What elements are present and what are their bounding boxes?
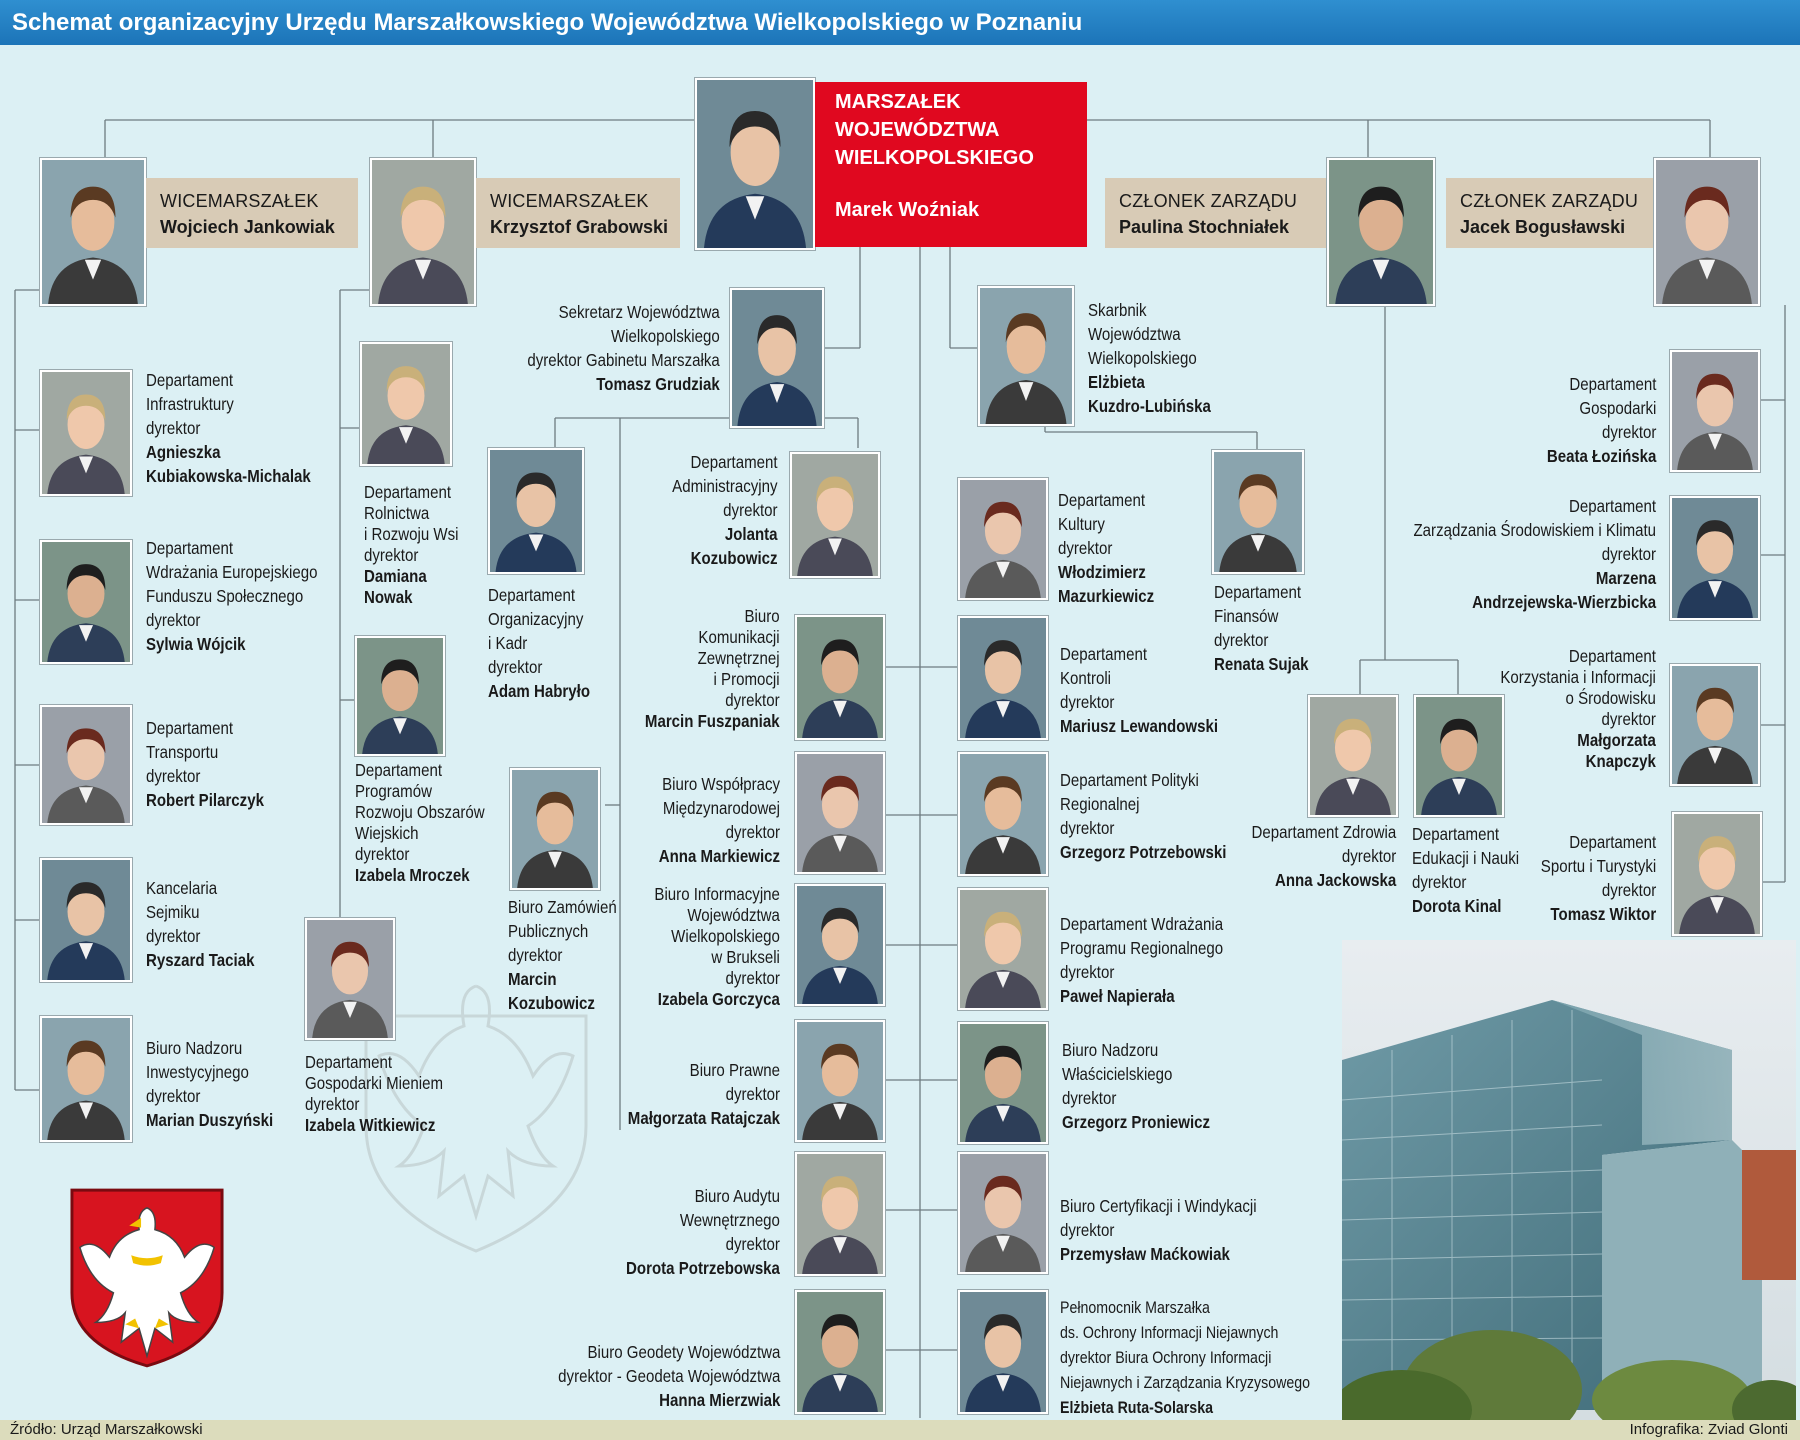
person-name: Kuzdro-Lubińska [1088, 396, 1211, 416]
person-name: Anna Jackowska [1274, 870, 1396, 890]
unit-label-audyt [626, 1184, 780, 1280]
unit-line: o Środowisku [1565, 688, 1656, 708]
source-note: Źródło: Urząd Marszałkowski [10, 1421, 203, 1438]
photo-mariusz-lewandowski [958, 616, 1048, 740]
unit-line: dyrektor [355, 844, 410, 864]
portrait-icon [792, 454, 878, 576]
role-title: WICEMARSZAŁEK [160, 191, 319, 211]
unit-line: dyrektor [1601, 709, 1656, 729]
unit-line: dyrektor Biura Ochrony Informacji [1060, 1349, 1272, 1367]
portrait-icon [42, 1018, 130, 1140]
role-box-jankowiak [146, 178, 358, 248]
person-name: Paweł Napierała [1060, 986, 1175, 1006]
unit-label-pelnomocnik [1060, 1296, 1310, 1421]
unit-line: Departament [146, 538, 234, 558]
unit-label-sport [1541, 830, 1656, 926]
unit-line: Wielkopolskiego [611, 326, 720, 346]
unit-line: dyrektor [146, 610, 201, 630]
unit-line: Biuro Prawne [689, 1060, 780, 1080]
person-name: Marcin [508, 969, 557, 989]
person-name: Marian Duszyński [146, 1110, 274, 1130]
photo-malgorzata-knapczyk [1670, 664, 1760, 786]
unit-line: dyrektor [508, 945, 563, 965]
portrait-icon [797, 1292, 883, 1412]
unit-label-gospodarka [1546, 372, 1656, 468]
portrait-icon [357, 638, 443, 754]
person-name: Jolanta [725, 524, 778, 544]
photo-izabela-mroczek [355, 636, 445, 756]
unit-label-informacja-o-srodowisku [1500, 646, 1656, 772]
unit-label-wspolpraca [659, 772, 780, 868]
photo-adam-habrylo [488, 448, 584, 574]
unit-line: dyrektor [725, 822, 780, 842]
unit-line: Kultury [1058, 514, 1105, 534]
unit-line: Skarbnik [1088, 300, 1147, 320]
unit-label-gospodarka-mieniem [305, 1052, 443, 1136]
photo-marzena-andrzejewska-wierzbicka [1670, 496, 1760, 620]
unit-line: Programu Regionalnego [1060, 938, 1224, 958]
unit-line: dyrektor [723, 500, 778, 520]
unit-line: Rolnictwa [364, 503, 430, 523]
unit-line: Departament [364, 482, 452, 502]
photo-grzegorz-proniewicz [958, 1022, 1048, 1144]
building-photo [1342, 940, 1796, 1420]
photo-wlodzimierz-mazurkiewicz [958, 478, 1048, 600]
person-name: Dorota Kinal [1412, 896, 1502, 916]
unit-line: dyrektor [1341, 846, 1396, 866]
person-name: Jacek Bogusławski [1460, 217, 1626, 237]
portrait-icon [960, 618, 1046, 738]
portrait-icon [1310, 697, 1396, 815]
unit-label-kultura [1058, 488, 1154, 608]
person-name: Agnieszka [146, 442, 221, 462]
unit-line: dyrektor - Geodeta Województwa [557, 1366, 780, 1386]
unit-line: Pełnomocnik Marszałka [1060, 1299, 1210, 1317]
unit-label-geodeta [558, 1340, 780, 1412]
photo-hanna-mierzwiak [795, 1290, 885, 1414]
photo-jolanta-kozubowicz [790, 452, 880, 578]
portrait-icon [980, 288, 1072, 424]
unit-line: dyrektor [725, 968, 780, 988]
unit-line: dyrektor [1412, 872, 1467, 892]
unit-label-nadzor-inwestycyjny [146, 1036, 273, 1132]
photo-damiana-nowak [360, 342, 452, 466]
person-name: Dorota Potrzebowska [626, 1258, 780, 1278]
unit-line: dyrektor [146, 418, 201, 438]
person-name: Kozubowicz [508, 993, 595, 1013]
role-title: CZŁONEK ZARZĄDU [1460, 191, 1639, 211]
portrait-icon [1416, 697, 1502, 815]
photo-izabela-witkiewicz [305, 918, 395, 1040]
unit-line: Biuro Certyfikacji i Windykacji [1060, 1196, 1257, 1216]
person-name: Tomasz Grudziak [596, 374, 720, 394]
role-box-stochnialek [1105, 178, 1327, 248]
unit-line: Biuro Geodety Województwa [587, 1342, 780, 1362]
unit-line: dyrektor [1601, 880, 1656, 900]
person-name: Marzena [1595, 568, 1656, 588]
portrait-icon [960, 1154, 1046, 1272]
unit-line: dyrektor [1601, 422, 1656, 442]
portrait-icon [42, 160, 144, 304]
person-name: Beata Łozińska [1546, 446, 1656, 466]
unit-line: dyrektor [488, 657, 543, 677]
page-title: Schemat organizacyjny Urzędu Marszałkowskiego Województwa Wielkopolskiego w Poznaniu [0, 0, 1800, 45]
role-title: CZŁONEK ZARZĄDU [1119, 191, 1298, 211]
unit-line: Biuro Informacyjne [654, 884, 780, 904]
unit-line: i Rozwoju Wsi [364, 524, 459, 544]
unit-label-sejmik [146, 876, 254, 972]
portrait-icon [797, 617, 883, 738]
unit-label-nadzor-wlascicielski [1062, 1038, 1210, 1134]
photo-krzysztof-grabowski [370, 158, 476, 306]
person-name: Kubiakowska-Michalak [146, 466, 311, 486]
unit-label-prawne [628, 1058, 780, 1130]
photo-tomasz-grudziak [730, 288, 824, 428]
credit-note: Infografika: Zviad Glonti [1629, 1421, 1788, 1438]
portrait-icon [1672, 498, 1758, 618]
unit-line: Departament [1568, 374, 1656, 394]
unit-label-rolnictwo [364, 482, 459, 608]
portrait-icon [1674, 814, 1760, 934]
unit-label-infrastruktura [146, 368, 311, 488]
unit-label-kontrola [1060, 642, 1218, 738]
photo-anna-markiewicz [795, 752, 885, 874]
unit-line: Departament Polityki [1060, 770, 1199, 790]
person-name: Elżbieta Ruta-Solarska [1060, 1399, 1213, 1417]
unit-line: Edukacji i Nauki [1412, 848, 1520, 868]
wielkopolska-coat-of-arms-icon [68, 1186, 226, 1368]
unit-line: dyrektor [146, 926, 201, 946]
person-name: Anna Markiewicz [658, 846, 780, 866]
person-name: Elżbieta [1088, 372, 1145, 392]
person-name: Małgorzata Ratajczak [627, 1108, 780, 1128]
photo-renata-sujak [1212, 450, 1304, 574]
photo-agnieszka-kubiakowska-michalak [40, 370, 132, 496]
unit-line: Kancelaria [146, 878, 218, 898]
marshal-name: Marek Woźniak [835, 199, 980, 221]
unit-line: i Promocji [713, 669, 780, 689]
marshal-title-line: WIELKOPOLSKIEGO [835, 147, 1034, 169]
person-name: Kozubowicz [691, 548, 778, 568]
unit-line: Departament [146, 718, 234, 738]
unit-line: Gospodarki Mieniem [305, 1073, 444, 1093]
person-name: Izabela Mroczek [355, 865, 470, 885]
role-box-grabowski [476, 178, 680, 248]
photo-elzbieta-kuzdro-lubinska [978, 286, 1074, 426]
unit-line: Departament [1412, 824, 1500, 844]
photo-robert-pilarczyk [40, 705, 132, 825]
photo-dorota-potrzebowska [795, 1152, 885, 1276]
photo-elzbieta-ruta-solarska [958, 1290, 1048, 1414]
unit-line: Departament [488, 585, 576, 605]
photo-pawel-napierala [958, 888, 1048, 1010]
person-name: Mariusz Lewandowski [1060, 716, 1219, 736]
portrait-icon [42, 542, 130, 662]
unit-label-obszary-wiejskie [355, 760, 485, 886]
unit-line: w Brukseli [711, 947, 780, 967]
portrait-icon [732, 290, 822, 426]
unit-line: Inwestycyjnego [146, 1062, 249, 1082]
unit-line: Biuro Nadzoru [1062, 1040, 1159, 1060]
person-name: Renata Sujak [1214, 654, 1309, 674]
person-name: Knapczyk [1585, 751, 1656, 771]
person-name: Grzegorz Potrzebowski [1060, 842, 1227, 862]
unit-line: Administracyjny [672, 476, 778, 496]
portrait-icon [372, 160, 474, 304]
portrait-icon [512, 770, 598, 888]
person-name: Izabela Gorczyca [657, 989, 780, 1009]
person-name: Grzegorz Proniewicz [1062, 1112, 1211, 1132]
photo-beata-lozinska [1670, 350, 1760, 472]
unit-line: Funduszu Społecznego [146, 586, 304, 606]
unit-label-bruksela [655, 884, 780, 1010]
photo-marcin-fuszpaniak [795, 615, 885, 740]
unit-line: Niejawnych i Zarządzania Kryzysowego [1060, 1374, 1311, 1392]
unit-line: Organizacyjny [488, 609, 584, 629]
photo-marian-duszynski [40, 1016, 132, 1142]
person-name: Włodzimierz [1058, 562, 1146, 582]
unit-line: Korzystania i Informacji [1500, 667, 1656, 687]
person-name: Izabela Witkiewicz [305, 1115, 436, 1135]
unit-line: Biuro [744, 606, 780, 626]
unit-line: Departament [690, 452, 778, 472]
portrait-icon [1214, 452, 1302, 572]
unit-line: Zarządzania Środowiskiem i Klimatu [1413, 520, 1656, 540]
unit-line: Wdrażania Europejskiego [146, 562, 318, 582]
unit-label-wdrazanie [1060, 912, 1223, 1008]
unit-line: Wielkopolskiego [1088, 348, 1197, 368]
unit-line: Sekretarz Województwa [558, 302, 720, 322]
unit-line: Zewnętrznej [698, 648, 780, 668]
portrait-icon [960, 1292, 1046, 1412]
person-name: Wojciech Jankowiak [160, 217, 335, 237]
unit-line: Departament [355, 760, 443, 780]
unit-line: dyrektor [725, 1084, 780, 1104]
marshal-title-line: MARSZAŁEK [835, 91, 961, 113]
person-name: Marcin Fuszpaniak [645, 711, 780, 731]
photo-sylwia-wojcik [40, 540, 132, 664]
person-name: Ryszard Taciak [146, 950, 255, 970]
unit-line: Sportu i Turystyki [1540, 856, 1656, 876]
portrait-icon [960, 1024, 1046, 1142]
unit-line: Departament Wdrażania [1060, 914, 1224, 934]
photo-tomasz-wiktor [1672, 812, 1762, 936]
unit-label-zamowienia [508, 895, 617, 1015]
unit-line: Województwa [1088, 324, 1181, 344]
unit-line: Kontroli [1060, 668, 1112, 688]
portrait-icon [960, 890, 1046, 1008]
photo-paulina-stochnialek [1327, 158, 1435, 306]
unit-line: Departament [146, 370, 234, 390]
portrait-icon [42, 860, 130, 980]
unit-line: Programów [355, 781, 432, 801]
portrait-icon [1656, 160, 1758, 304]
photo-wojciech-jankowiak [40, 158, 146, 306]
unit-line: Departament [1568, 832, 1656, 852]
photo-dorota-kinal [1414, 695, 1504, 817]
portrait-icon [797, 1022, 883, 1140]
photo-anna-jackowska [1308, 695, 1398, 817]
unit-label-srodowisko [1413, 494, 1656, 614]
unit-line: dyrektor [1060, 1220, 1115, 1240]
unit-line: Departament [1058, 490, 1146, 510]
unit-line: dyrektor [1601, 544, 1656, 564]
unit-label-grudziak [528, 300, 720, 396]
unit-line: Komunikacji [698, 627, 780, 647]
unit-line: Biuro Współpracy [662, 774, 780, 794]
unit-line: dyrektor [1060, 692, 1115, 712]
unit-line: Sejmiku [146, 902, 200, 922]
photo-jacek-boguslawski [1654, 158, 1760, 306]
unit-label-skarbnik [1088, 298, 1211, 418]
unit-label-kadry [488, 583, 590, 703]
unit-line: Departament [1060, 644, 1148, 664]
unit-line: dyrektor [305, 1094, 360, 1114]
person-name: Damiana [364, 566, 427, 586]
photo-marek-wozniak [695, 78, 815, 250]
unit-line: dyrektor [1214, 630, 1269, 650]
unit-line: dyrektor [1062, 1088, 1117, 1108]
person-name: Andrzejewska-Wierzbicka [1472, 592, 1656, 612]
unit-line: Wielkopolskiego [671, 926, 780, 946]
unit-line: dyrektor [1058, 538, 1113, 558]
role-box-boguslawski [1446, 178, 1654, 248]
portrait-icon [490, 450, 582, 572]
unit-label-certyfikacja [1060, 1194, 1257, 1266]
photo-izabela-gorczyca [795, 884, 885, 1006]
portrait-icon [697, 80, 813, 248]
unit-line: Regionalnej [1060, 794, 1140, 814]
unit-line: Wewnętrznego [679, 1210, 780, 1230]
unit-line: dyrektor [146, 766, 201, 786]
unit-label-administracja [673, 450, 778, 570]
person-name: Krzysztof Grabowski [490, 217, 669, 237]
unit-line: Właścicielskiego [1062, 1064, 1173, 1084]
unit-line: dyrektor [725, 690, 780, 710]
person-name: Tomasz Wiktor [1550, 904, 1656, 924]
footer [0, 1420, 1800, 1440]
unit-line: dyrektor [146, 1086, 201, 1106]
person-name: Małgorzata [1577, 730, 1656, 750]
person-name: Hanna Mierzwiak [658, 1390, 780, 1410]
portrait-icon [1329, 160, 1433, 304]
photo-malgorzata-ratajczak [795, 1020, 885, 1142]
unit-label-edukacja [1412, 822, 1519, 918]
portrait-icon [960, 480, 1046, 598]
unit-line: Transportu [146, 742, 219, 762]
unit-line: Gospodarki [1579, 398, 1656, 418]
unit-line: Departament [1214, 582, 1302, 602]
unit-label-efs [146, 536, 318, 656]
unit-line: dyrektor [1060, 962, 1115, 982]
role-title: WICEMARSZAŁEK [490, 191, 649, 211]
marshal-box [815, 82, 1087, 247]
portrait-icon [1672, 352, 1758, 470]
portrait-icon [797, 754, 883, 872]
photo-marcin-kozubowicz [510, 768, 600, 890]
unit-line: Wiejskich [355, 823, 419, 843]
unit-label-komunikacja [645, 606, 780, 732]
portrait-icon [42, 707, 130, 823]
unit-line: ds. Ochrony Informacji Niejawnych [1060, 1324, 1279, 1342]
unit-line: Województwa [687, 905, 780, 925]
unit-line: Departament Zdrowia [1251, 822, 1396, 842]
unit-line: Departament [305, 1052, 393, 1072]
unit-line: Biuro Zamówień [508, 897, 617, 917]
unit-line: dyrektor [1060, 818, 1115, 838]
unit-line: Departament [1568, 646, 1656, 666]
person-name: Przemysław Maćkowiak [1060, 1244, 1230, 1264]
photo-ryszard-taciak [40, 858, 132, 982]
unit-line: i Kadr [488, 633, 528, 653]
unit-line: Publicznych [508, 921, 589, 941]
person-name: Robert Pilarczyk [146, 790, 264, 810]
person-name: Adam Habryło [488, 681, 591, 701]
unit-line: Infrastruktury [146, 394, 234, 414]
unit-line: Biuro Nadzoru [146, 1038, 243, 1058]
unit-line: dyrektor [725, 1234, 780, 1254]
person-name: Mazurkiewicz [1058, 586, 1155, 606]
photo-przemyslaw-mackowiak [958, 1152, 1048, 1274]
person-name: Nowak [364, 587, 413, 607]
person-name: Sylwia Wójcik [146, 634, 246, 654]
portrait-icon [42, 372, 130, 494]
portrait-icon [362, 344, 450, 464]
unit-line: dyrektor [364, 545, 419, 565]
unit-line: dyrektor Gabinetu Marszałka [527, 350, 720, 370]
unit-line: Finansów [1214, 606, 1279, 626]
portrait-icon [797, 1154, 883, 1274]
unit-label-polityka-regionalna [1060, 768, 1226, 864]
unit-label-transport [146, 716, 264, 812]
unit-line: Biuro Audytu [694, 1186, 780, 1206]
unit-label-zdrowie [1251, 820, 1396, 892]
portrait-icon [307, 920, 393, 1038]
photo-grzegorz-potrzebowski [958, 752, 1048, 876]
portrait-icon [960, 754, 1046, 874]
portrait-icon [1672, 666, 1758, 784]
unit-line: Rozwoju Obszarów [355, 802, 485, 822]
person-name: Paulina Stochniałek [1119, 217, 1290, 237]
unit-line: Departament [1568, 496, 1656, 516]
portrait-icon [797, 886, 883, 1004]
unit-line: Międzynarodowej [662, 798, 780, 818]
unit-label-finanse [1214, 580, 1309, 676]
marshal-title-line: WOJEWÓDZTWA [835, 119, 1000, 141]
